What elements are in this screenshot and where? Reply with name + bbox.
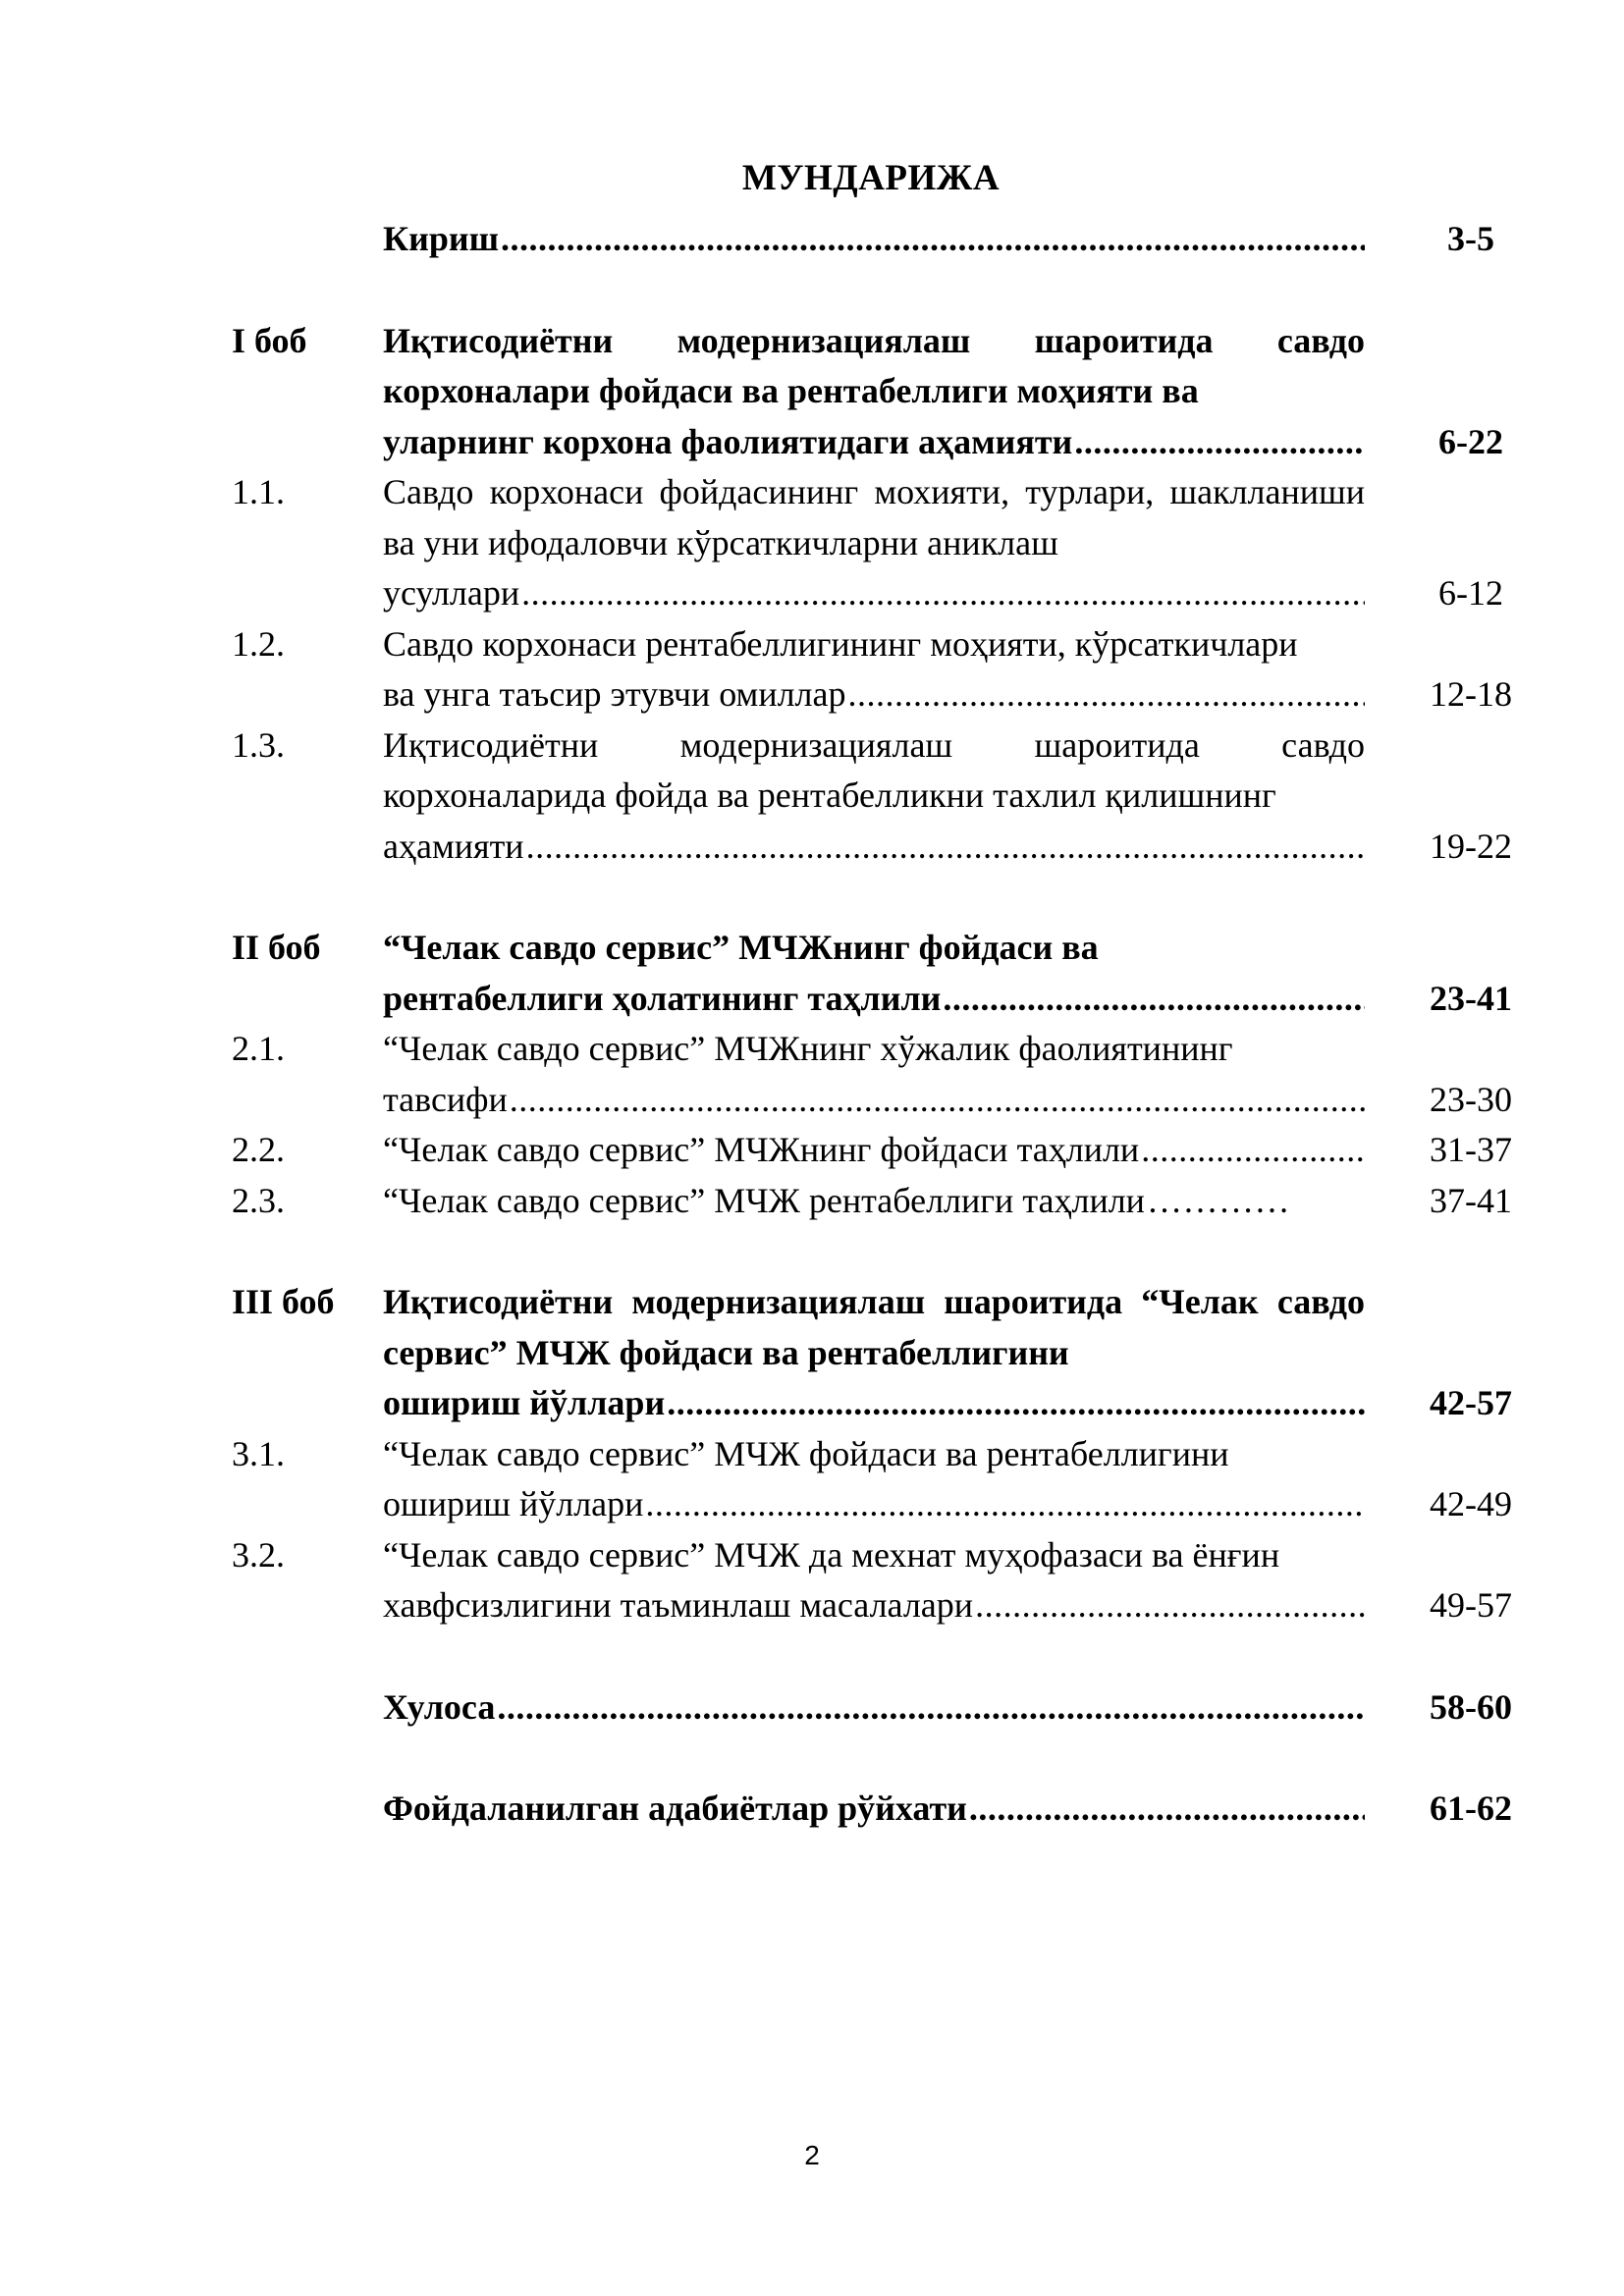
dot-leader xyxy=(645,1479,1365,1530)
toc-entry-number: III боб xyxy=(232,1282,335,1321)
toc-entry-title-last-line xyxy=(383,1125,1365,1176)
toc-entry xyxy=(232,1784,1547,1835)
toc-entry-title-last-line xyxy=(383,417,1365,468)
toc-entry-number: 1.2. xyxy=(232,623,285,664)
toc-entry-title-text: Хулоса xyxy=(383,1686,496,1727)
toc-entry-number: I боб xyxy=(232,320,307,360)
toc-entry-title-text: аҳамияти xyxy=(383,826,524,866)
toc-entry-number: 1.3. xyxy=(232,724,285,765)
dot-leader xyxy=(667,1378,1365,1429)
toc-entry-title-line: Иқтисодиётни модернизациялаш шароитида “Челак савдо сервис” МЧЖ фойдаси ва рентабеллигини xyxy=(383,1282,1365,1372)
toc-entry-page-range: 12-18 xyxy=(1430,674,1512,714)
dot-leader xyxy=(1141,1125,1365,1176)
toc-entry xyxy=(232,1429,1547,1530)
toc-entry-number: 2.1. xyxy=(232,1029,285,1068)
toc-entry xyxy=(232,1125,1547,1176)
toc-entry-page-range: 37-41 xyxy=(1430,1180,1512,1220)
dot-leader xyxy=(510,1075,1365,1126)
toc-entry-title-last-line xyxy=(383,669,1365,721)
dot-leader xyxy=(943,974,1365,1025)
toc-entry-page-range: 3-5 xyxy=(1447,219,1494,258)
toc-entry-title-line: Иқтисодиётни модернизациялаш шароитида савдо корхоналари фойдаси ва рентабеллиги моҳияти ва xyxy=(383,320,1365,410)
toc-entry-title-text: тавсифи xyxy=(383,1079,508,1119)
toc-entry xyxy=(232,214,1547,265)
toc-entry-number: 2.3. xyxy=(232,1180,285,1220)
toc-entry-page-range: 23-30 xyxy=(1430,1079,1512,1119)
dot-leader xyxy=(521,568,1365,619)
toc-entry xyxy=(232,1277,1547,1429)
toc-entry-title-last-line xyxy=(383,822,1365,873)
toc-entry xyxy=(232,467,1547,619)
toc-entry-title-text: ва унга таъсир этувчи омиллар xyxy=(383,674,846,714)
dot-leader xyxy=(1147,1176,1365,1227)
toc-entry-title xyxy=(383,1429,1365,1530)
toc-entry-page-range: 42-57 xyxy=(1430,1383,1512,1422)
toc-entry-page-range: 23-41 xyxy=(1430,978,1512,1018)
toc-entry-number: II боб xyxy=(232,928,321,967)
toc-entry xyxy=(232,1024,1547,1125)
toc-entry-title xyxy=(383,1176,1365,1227)
toc-entry-number: 3.1. xyxy=(232,1433,285,1473)
toc-entry-title-last-line xyxy=(383,974,1365,1025)
toc-entry-title-last-line xyxy=(383,1176,1365,1227)
toc-entry xyxy=(232,316,1547,468)
toc-entry-title xyxy=(383,1530,1365,1631)
toc-entry-title xyxy=(383,1125,1365,1176)
toc-entry-page-range: 58-60 xyxy=(1430,1686,1512,1727)
toc-entry xyxy=(232,1176,1547,1227)
page-number: 2 xyxy=(804,2140,820,2170)
toc-entry-title-line: Савдо корхонаси рентабеллигининг моҳияти, кўрсаткичлари xyxy=(383,623,1298,664)
toc-entry-title xyxy=(383,467,1365,619)
toc-entry xyxy=(232,1530,1547,1631)
toc-entry-title-last-line xyxy=(383,1479,1365,1530)
table-of-contents xyxy=(232,214,1547,1835)
toc-entry-title-last-line xyxy=(383,1075,1365,1126)
toc-entry-title xyxy=(383,619,1365,721)
toc-entry-page-range: 42-49 xyxy=(1430,1484,1512,1523)
dot-leader xyxy=(1074,417,1365,468)
toc-entry-page-range: 19-22 xyxy=(1430,826,1512,866)
toc-entry-title xyxy=(383,1024,1365,1125)
toc-entry-title-text: усуллари xyxy=(383,573,520,613)
toc-entry-title-last-line xyxy=(383,1784,1365,1835)
toc-entry-title-line: “Челак савдо сервис” МЧЖ да мехнат муҳофазаси ва ёнғин xyxy=(383,1534,1280,1575)
toc-entry xyxy=(232,721,1547,873)
toc-entry-title-text: Фойдаланилган адабиётлар рўйхати xyxy=(383,1789,967,1828)
toc-entry-title-text: ошириш йўллари xyxy=(383,1484,644,1523)
toc-entry-title xyxy=(383,316,1365,468)
toc-entry-page-range: 49-57 xyxy=(1430,1585,1512,1625)
toc-entry-title xyxy=(383,214,1365,265)
toc-entry-title xyxy=(383,721,1365,873)
toc-entry-title xyxy=(383,1682,1365,1734)
toc-entry-page-range: 6-12 xyxy=(1438,573,1503,613)
toc-entry-title-text: хавфсизлигини таъминлаш масалалари xyxy=(383,1585,974,1625)
toc-entry-title-text: уларнинг корхона фаолиятидаги аҳамияти xyxy=(383,421,1073,461)
toc-entry-title-last-line xyxy=(383,1580,1365,1631)
toc-entry-title-text: Кириш xyxy=(383,219,500,258)
toc-entry-title-line: Иқтисодиётни модернизациялаш шароитида савдо корхоналарида фойда ва рентабелликни тахлил қилишнинг xyxy=(383,724,1365,815)
dot-leader xyxy=(501,214,1365,265)
toc-entry-title-line: “Челак савдо сервис” МЧЖ фойдаси ва рентабеллигини xyxy=(383,1433,1229,1473)
toc-entry xyxy=(232,923,1547,1024)
toc-entry-title-line: “Челак савдо сервис” МЧЖнинг хўжалик фаолиятининг xyxy=(383,1029,1233,1068)
toc-entry-page-range: 31-37 xyxy=(1430,1130,1512,1169)
dot-leader xyxy=(848,669,1366,721)
toc-entry-title-text: рентабеллиги ҳолатининг таҳлили xyxy=(383,978,942,1018)
toc-entry-title xyxy=(383,1277,1365,1429)
dot-leader xyxy=(526,822,1365,873)
dot-leader xyxy=(497,1682,1365,1734)
toc-entry-title-line: Савдо корхонаси фойдасининг мохияти, турлари, шаклланиши ва уни ифодаловчи кўрсаткичларни аниклаш xyxy=(383,472,1365,562)
toc-entry-title-line: “Челак савдо сервис” МЧЖнинг фойдаси ва xyxy=(383,928,1099,967)
toc-entry-number: 1.1. xyxy=(232,472,285,511)
toc-entry-title-text: “Челак савдо сервис” МЧЖ рентабеллиги таҳлили xyxy=(383,1180,1145,1220)
toc-entry-title-last-line xyxy=(383,1378,1365,1429)
toc-entry xyxy=(232,1682,1547,1734)
dot-leader xyxy=(969,1784,1365,1835)
toc-entry-number: 2.2. xyxy=(232,1130,285,1169)
toc-entry-title-last-line xyxy=(383,568,1365,619)
toc-entry-title xyxy=(383,923,1365,1024)
page-title: МУНДАРИЖА xyxy=(741,158,1001,198)
toc-entry-title-text: ошириш йўллари xyxy=(383,1383,666,1422)
toc-entry-page-range: 6-22 xyxy=(1438,421,1503,461)
toc-entry-title-text: “Челак савдо сервис” МЧЖнинг фойдаси таҳлили xyxy=(383,1130,1140,1169)
toc-entry-title-last-line xyxy=(383,214,1365,265)
toc-entry-title-last-line xyxy=(383,1682,1365,1734)
toc-entry xyxy=(232,619,1547,721)
toc-entry-title xyxy=(383,1784,1365,1835)
toc-entry-number: 3.2. xyxy=(232,1534,285,1575)
toc-entry-page-range: 61-62 xyxy=(1430,1789,1512,1828)
dot-leader xyxy=(975,1580,1365,1631)
